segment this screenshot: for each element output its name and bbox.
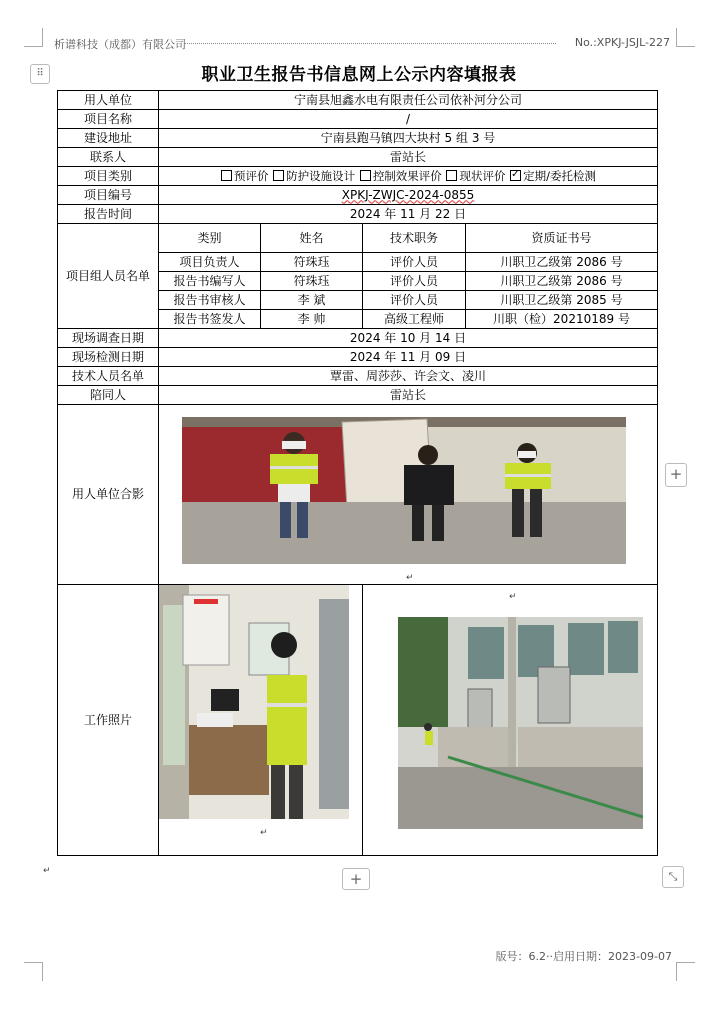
- work-photo-cell-2: [363, 585, 658, 856]
- checkbox-control-effect[interactable]: [360, 170, 371, 181]
- group-photo-image: [182, 417, 626, 564]
- row-work-photos: [58, 585, 658, 856]
- member-name[interactable]: 李 帅: [261, 310, 363, 329]
- header-leader-line: [184, 43, 556, 44]
- paragraph-mark: ↵: [406, 573, 414, 583]
- footer-version: 版号：6.2: [495, 950, 547, 963]
- contact-label: 联系人: [58, 148, 159, 167]
- member-title[interactable]: 评价人员: [363, 291, 466, 310]
- info-table: [57, 90, 658, 856]
- row-survey-date: [58, 329, 658, 348]
- report-time-label: 报告时间: [58, 205, 159, 224]
- member-role: 项目负责人: [159, 253, 261, 272]
- page-title: 职业卫生报告书信息网上公示内容填报表: [201, 65, 517, 85]
- category-options: [159, 167, 658, 186]
- paragraph-mark: ↵: [509, 592, 517, 602]
- tech-staff-value[interactable]: 覃雷、周莎莎、许会文、凌川: [159, 367, 658, 386]
- survey-date-value[interactable]: 2024 年 10 月 14 日: [159, 329, 658, 348]
- member-name[interactable]: 符珠珏: [261, 253, 363, 272]
- checkbox-pre-eval[interactable]: [221, 170, 232, 181]
- row-group-photo: [58, 405, 658, 585]
- contact-value[interactable]: 雷站长: [159, 148, 658, 167]
- test-date-value[interactable]: 2024 年 11 月 09 日: [159, 348, 658, 367]
- group-photo-cell: [159, 405, 658, 585]
- member-title[interactable]: 评价人员: [363, 253, 466, 272]
- category-label: 项目类别: [58, 167, 159, 186]
- member-cert[interactable]: 川职卫乙级第 2086 号: [466, 272, 658, 291]
- add-column-button[interactable]: +: [665, 463, 687, 487]
- add-row-button[interactable]: +: [342, 868, 370, 890]
- project-no-value[interactable]: XPKJ-ZWJC-2024-0855: [341, 187, 475, 202]
- member-title[interactable]: 高级工程师: [363, 310, 466, 329]
- team-header-name: 姓名: [261, 224, 363, 253]
- employer-value[interactable]: 宁南县旭鑫水电有限责任公司依补河分公司: [159, 91, 658, 110]
- row-employer: [58, 91, 658, 110]
- work-photo-office[interactable]: [159, 585, 349, 819]
- project-name-label: 项目名称: [58, 110, 159, 129]
- row-accompany: [58, 386, 658, 405]
- member-cert[interactable]: 川职卫乙级第 2085 号: [466, 291, 658, 310]
- option-pre-eval: 预评价: [234, 168, 269, 183]
- team-header-role: 类别: [159, 224, 261, 253]
- group-photo-label: 用人单位合影: [58, 405, 159, 585]
- group-photo[interactable]: [182, 417, 626, 564]
- team-header-title: 技术职务: [363, 224, 466, 253]
- checkbox-status-eval[interactable]: [446, 170, 457, 181]
- address-value[interactable]: 宁南县跑马镇四大块村 5 组 3 号: [159, 129, 658, 148]
- row-test-date: [58, 348, 658, 367]
- header-company: 析谱科技（成都）有限公司: [54, 38, 186, 51]
- member-name[interactable]: 符珠珏: [261, 272, 363, 291]
- row-project-name: [58, 110, 658, 129]
- survey-date-label: 现场调查日期: [58, 329, 159, 348]
- row-category: [58, 167, 658, 186]
- paragraph-mark: ↵: [43, 866, 51, 876]
- team-label: 项目组人员名单: [58, 224, 159, 329]
- footer: 版号：6.2··启用日期：2023-09-07: [495, 950, 672, 963]
- employer-label: 用人单位: [58, 91, 159, 110]
- crop-mark-top-left: [24, 28, 43, 47]
- crop-mark-top-right: [676, 28, 695, 47]
- header-doc-no: No.:XPKJ-JSJL-227: [574, 36, 670, 49]
- office-photo-image: [159, 585, 349, 819]
- accompany-label: 陪同人: [58, 386, 159, 405]
- footer-start-date: 启用日期：2023-09-07: [553, 950, 672, 963]
- member-cert[interactable]: 川职（检）20210189 号: [466, 310, 658, 329]
- project-no-label: 项目编号: [58, 186, 159, 205]
- member-name[interactable]: 李 斌: [261, 291, 363, 310]
- member-role: 报告书编写人: [159, 272, 261, 291]
- accompany-value[interactable]: 雷站长: [159, 386, 658, 405]
- team-header-row: [58, 224, 658, 253]
- option-protection-design: 防护设施设计: [286, 168, 356, 183]
- table-resize-handle[interactable]: ⤡: [662, 866, 684, 888]
- crop-mark-bottom-left: [24, 962, 43, 981]
- member-role: 报告书审核人: [159, 291, 261, 310]
- work-photo-cell-1: [159, 585, 363, 856]
- checkbox-periodic-testing[interactable]: [510, 170, 521, 181]
- member-title[interactable]: 评价人员: [363, 272, 466, 291]
- option-status-eval: 现状评价: [459, 168, 506, 183]
- table-move-handle[interactable]: ⠿: [30, 64, 50, 84]
- row-address: [58, 129, 658, 148]
- paragraph-mark: ↵: [260, 828, 268, 838]
- row-project-no: [58, 186, 658, 205]
- checkbox-protection-design[interactable]: [273, 170, 284, 181]
- row-tech-staff: [58, 367, 658, 386]
- report-time-value[interactable]: 2024 年 11 月 22 日: [159, 205, 658, 224]
- row-report-time: [58, 205, 658, 224]
- tech-staff-label: 技术人员名单: [58, 367, 159, 386]
- work-photo-substation[interactable]: [398, 617, 643, 829]
- option-control-effect: 控制效果评价: [372, 168, 442, 183]
- project-name-value[interactable]: /: [159, 110, 658, 129]
- crop-mark-bottom-right: [676, 962, 695, 981]
- team-header-cert: 资质证书号: [466, 224, 658, 253]
- test-date-label: 现场检测日期: [58, 348, 159, 367]
- row-contact: [58, 148, 658, 167]
- member-role: 报告书签发人: [159, 310, 261, 329]
- work-photo-label: 工作照片: [58, 585, 159, 856]
- substation-photo-image: [398, 617, 643, 829]
- option-periodic-testing: 定期/委托检测: [523, 168, 596, 183]
- address-label: 建设地址: [58, 129, 159, 148]
- member-cert[interactable]: 川职卫乙级第 2086 号: [466, 253, 658, 272]
